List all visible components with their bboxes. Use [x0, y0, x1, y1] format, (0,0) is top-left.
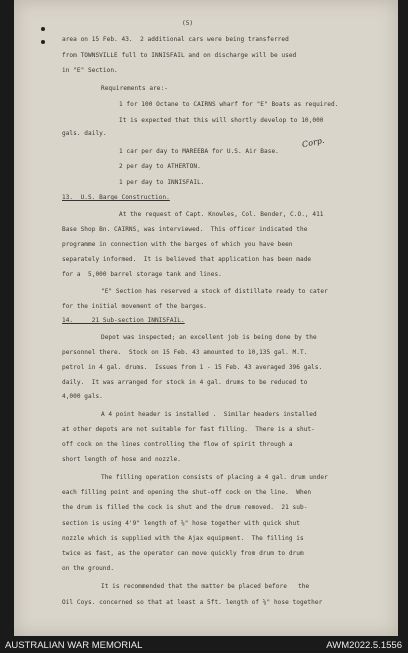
text-line: for the initial movement of the barges. — [62, 303, 208, 310]
text-line: 1 for 100 Octane to CAIRNS wharf for "E" Boats as required. — [119, 101, 339, 108]
footer-source: AUSTRALIAN WAR MEMORIAL — [5, 640, 143, 651]
text-line: At the request of Capt. Knowles, Col. Bender, C.O., 411 — [119, 211, 324, 218]
text-line: It is recommended that the matter be placed before the — [101, 583, 310, 590]
text-line: on the ground. — [62, 565, 115, 572]
text-line: The filling operation consists of placing a 4 gal. drum under — [101, 474, 328, 481]
text-line: petrol in 4 gal. drums. Issues from 1 - 15 Feb. 43 averaged 396 gals. — [62, 364, 323, 371]
page-number: (5) — [182, 20, 194, 27]
text-line: Oil Coys. concerned so that at least a 5ft. length of ⅝" hose together — [62, 599, 323, 606]
text-line: A 4 point header is installed . Similar headers installed — [101, 411, 317, 418]
section-heading: 13. U.S. Barge Construction. — [62, 194, 170, 201]
text-line: Depot was inspected; an excellent job is being done by the — [101, 334, 317, 341]
text-line: 4,000 gals. — [62, 393, 103, 400]
text-line: at other depots are not suitable for fast filling. There is a shut- — [62, 426, 315, 433]
text-line: the drum is filled the cock is shut and the drum removed. 21 sub- — [62, 504, 308, 511]
text-line: each filling point and opening the shut-off cock on the line. When — [62, 489, 312, 496]
text-line: section is using 4'9" length of ⅝" hose together with quick shut — [62, 520, 300, 527]
text-line: 2 per day to ATHERTON. — [119, 163, 201, 170]
ink-mark — [41, 27, 45, 31]
text-line: area on 15 Feb. 43. 2 additional cars were being transferred — [62, 36, 289, 43]
text-line: Base Shop Bn. CAIRNS, was interviewed. This officer indicated the — [62, 226, 308, 233]
footer-accession-id: AWM2022.5.1556 — [326, 640, 402, 651]
text-line: nozzle which is supplied with the Ajax equipment. The filling is — [62, 535, 304, 542]
text-line: 1 car per day to MAREEBA for U.S. Air Base. — [119, 148, 279, 155]
text-line: Requirements are:- — [101, 85, 168, 92]
text-line: daily. It was arranged for stock in 4 gal. drums to be reduced to — [62, 379, 308, 386]
handwritten-annotation: Corp. — [301, 135, 326, 150]
text-line: gals. daily. — [62, 130, 107, 137]
text-line: for a 5,000 barrel storage tank and lines. — [62, 271, 222, 278]
text-line: It is expected that this will shortly develop to 10,000 — [119, 117, 324, 124]
text-line: personnel there. Stock on 15 Feb. 43 amounted to 10,135 gal. M.T. — [62, 349, 308, 356]
text-line: programme in connection with the barges of which you have been — [62, 241, 293, 248]
footer-bar — [0, 636, 408, 653]
text-line: twice as fast, as the operator can move quickly from drum to drum — [62, 550, 304, 557]
typewritten-text — [14, 0, 398, 636]
text-line: 1 per day to INNISFAIL. — [119, 179, 205, 186]
text-line: "E" Section has reserved a stock of distillate ready to cater — [101, 288, 328, 295]
text-line: separately informed. It is believed that application has been made — [62, 256, 312, 263]
section-heading: 14. 21 Sub-section INNISFAIL. — [62, 317, 185, 324]
text-line: short length of hose and nozzle. — [62, 456, 181, 463]
document-page — [14, 0, 398, 636]
text-line: from TOWNSVILLE full to INNISFAIL and on discharge will be used — [62, 52, 297, 59]
ink-mark — [41, 40, 45, 44]
text-line: in "E" Section. — [62, 67, 118, 74]
text-line: off cock on the lines controlling the flow of spirit through a — [62, 441, 293, 448]
